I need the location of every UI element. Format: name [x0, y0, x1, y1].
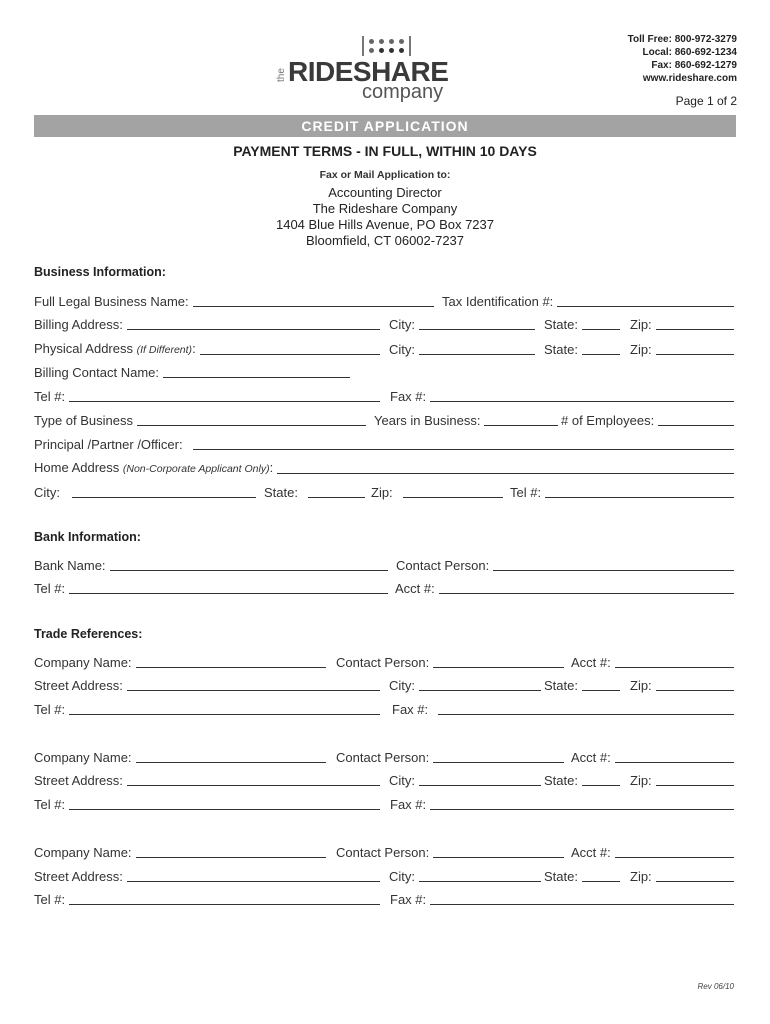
ref2-fax-label: Fax #:	[390, 797, 427, 812]
home-zip-label: Zip:	[371, 485, 393, 500]
row-bank-name	[34, 557, 734, 573]
ref3-zip-field[interactable]	[630, 870, 734, 884]
ref3-acct-label: Acct #:	[571, 845, 611, 860]
principal-label: Principal /Partner /Officer:	[34, 437, 183, 452]
ref1-tel-field[interactable]	[34, 703, 380, 717]
website: www.rideshare.com	[642, 73, 737, 84]
physical-address-field[interactable]: Physical Address (If Different):	[34, 342, 380, 357]
row-bank-phone	[34, 580, 734, 596]
ref1-fax-field[interactable]	[392, 703, 734, 717]
ref1-acct-field[interactable]	[571, 656, 734, 670]
physical-state-label: State:	[544, 342, 578, 357]
billing-city-field[interactable]	[389, 318, 535, 332]
tax-id-field[interactable]	[442, 295, 734, 309]
physical-zip-field[interactable]	[630, 343, 734, 357]
home-address-field[interactable]: Home Address (Non-Corporate Applicant Only):	[34, 461, 734, 476]
home-tel-field[interactable]	[510, 486, 734, 500]
home-tel-label: Tel #:	[510, 485, 542, 500]
ref3-city-field[interactable]	[389, 870, 541, 884]
billing-state-label: State:	[544, 317, 578, 332]
ref1-zip-field[interactable]	[630, 679, 734, 693]
row-principal	[34, 436, 734, 452]
physical-zip-label: Zip:	[630, 342, 652, 357]
business-tel-field[interactable]	[34, 390, 380, 404]
ref2-street-label: Street Address:	[34, 773, 123, 788]
fax-mail-instruction: Fax or Mail Application to:	[319, 169, 451, 181]
ref1-row-phone	[34, 701, 734, 717]
ref3-street-field[interactable]	[34, 870, 380, 884]
ref3-company-field[interactable]	[34, 846, 326, 860]
ref3-zip-label: Zip:	[630, 869, 652, 884]
ref2-row-company	[34, 749, 734, 765]
bank-tel-label: Tel #:	[34, 581, 66, 596]
address-line-2: The Rideshare Company	[312, 201, 458, 216]
ref1-tel-label: Tel #:	[34, 702, 66, 717]
ref1-company-field[interactable]	[34, 656, 326, 670]
employees-field[interactable]	[561, 414, 734, 428]
ref1-state-field[interactable]	[544, 679, 620, 693]
ref1-state-label: State:	[544, 678, 578, 693]
ref2-street-field[interactable]	[34, 774, 380, 788]
billing-zip-label: Zip:	[630, 317, 652, 332]
bank-tel-field[interactable]	[34, 582, 388, 596]
logo-subword: company	[362, 81, 444, 103]
local-phone: Local: 860-692-1234	[642, 47, 737, 58]
ref3-state-label: State:	[544, 869, 578, 884]
revision-label: Rev 06/10	[697, 982, 734, 991]
years-in-business-field[interactable]	[374, 414, 558, 428]
principal-field[interactable]	[34, 438, 734, 452]
physical-address-label: Physical Address	[34, 341, 133, 356]
billing-contact-label: Billing Contact Name:	[34, 365, 159, 380]
bank-name-field[interactable]	[34, 559, 388, 573]
billing-contact-field[interactable]	[34, 366, 350, 380]
billing-state-field[interactable]	[544, 318, 620, 332]
bank-name-label: Bank Name:	[34, 558, 106, 573]
logo-wordmark: RIDESHARE	[288, 56, 449, 87]
fax-number: Fax: 860-692-1279	[651, 60, 737, 71]
years-label: Years in Business:	[374, 413, 481, 428]
ref1-acct-label: Acct #:	[571, 655, 611, 670]
home-state-field[interactable]	[264, 486, 365, 500]
row-physical-address	[34, 341, 734, 357]
employees-label: # of Employees:	[561, 413, 655, 428]
business-tel-label: Tel #:	[34, 389, 66, 404]
row-legal-name	[34, 293, 734, 309]
ref3-row-phone	[34, 891, 734, 907]
ref1-company-label: Company Name:	[34, 655, 132, 670]
company-logo	[274, 36, 474, 104]
ref1-city-label: City:	[389, 678, 415, 693]
ref2-city-label: City:	[389, 773, 415, 788]
ref3-contact-label: Contact Person:	[336, 845, 430, 860]
physical-city-field[interactable]	[389, 343, 535, 357]
ref3-state-field[interactable]	[544, 870, 620, 884]
business-fax-label: Fax #:	[390, 389, 427, 404]
ref2-tel-field[interactable]	[34, 798, 380, 812]
legal-name-label: Full Legal Business Name:	[34, 294, 189, 309]
ref3-fax-label: Fax #:	[390, 892, 427, 907]
form-title: CREDIT APPLICATION	[34, 115, 736, 137]
business-info-heading: Business Information:	[34, 265, 166, 279]
ref1-city-field[interactable]	[389, 679, 541, 693]
mailing-address	[0, 185, 770, 249]
page-number: Page 1 of 2	[675, 94, 737, 108]
ref1-row-address	[34, 677, 734, 693]
bank-contact-label: Contact Person:	[396, 558, 490, 573]
ref2-fax-field[interactable]	[390, 798, 734, 812]
ref2-state-field[interactable]	[544, 774, 620, 788]
billing-address-field[interactable]	[34, 318, 380, 332]
non-corporate-note: (Non-Corporate Applicant Only)	[122, 463, 270, 475]
ref1-fax-label: Fax #:	[392, 702, 429, 717]
ref3-tel-label: Tel #:	[34, 892, 66, 907]
payment-terms: PAYMENT TERMS - IN FULL, WITHIN 10 DAYS	[233, 143, 537, 159]
ref1-street-label: Street Address:	[34, 678, 123, 693]
ref3-fax-field[interactable]	[390, 893, 734, 907]
ref1-contact-label: Contact Person:	[336, 655, 430, 670]
row-home-address	[34, 460, 734, 476]
row-billing-address	[34, 316, 734, 332]
toll-free: Toll Free: 800-972-3279	[627, 34, 737, 45]
home-state-label: State:	[264, 485, 298, 500]
billing-zip-field[interactable]	[630, 318, 734, 332]
ref2-zip-field[interactable]	[630, 774, 734, 788]
ref2-acct-field[interactable]	[571, 751, 734, 765]
physical-state-field[interactable]	[544, 343, 620, 357]
ref1-street-field[interactable]	[34, 679, 380, 693]
tax-id-label: Tax Identification #:	[442, 294, 554, 309]
ref3-company-label: Company Name:	[34, 845, 132, 860]
ref3-row-address	[34, 868, 734, 884]
business-type-field[interactable]	[34, 414, 366, 428]
ref3-contact-field[interactable]	[336, 846, 564, 860]
row-business-phone	[34, 388, 734, 404]
ref2-acct-label: Acct #:	[571, 750, 611, 765]
ref2-contact-field[interactable]	[336, 751, 564, 765]
bank-info-heading: Bank Information:	[34, 530, 141, 544]
home-address-label: Home Address	[34, 460, 120, 475]
bank-acct-label: Acct #:	[395, 581, 435, 596]
physical-city-label: City:	[389, 342, 415, 357]
if-different-note: (If Different)	[136, 344, 193, 356]
ref2-state-label: State:	[544, 773, 578, 788]
row-business-type	[34, 412, 734, 428]
ref3-acct-field[interactable]	[571, 846, 734, 860]
ref2-contact-label: Contact Person:	[336, 750, 430, 765]
ref1-row-company	[34, 654, 734, 670]
contact-block	[628, 33, 737, 85]
bank-contact-field[interactable]	[396, 559, 734, 573]
ref2-row-phone	[34, 796, 734, 812]
logo-dots-icon	[362, 36, 411, 56]
ref2-row-address	[34, 772, 734, 788]
home-city-field[interactable]	[34, 486, 256, 500]
home-city-label: City:	[34, 485, 60, 500]
logo-the: the	[276, 68, 287, 82]
ref1-zip-label: Zip:	[630, 678, 652, 693]
bank-acct-field[interactable]	[395, 582, 734, 596]
address-line-4: Bloomfield, CT 06002-7237	[305, 233, 465, 248]
ref2-tel-label: Tel #:	[34, 797, 66, 812]
ref2-company-field[interactable]	[34, 751, 326, 765]
address-line-1: Accounting Director	[328, 185, 442, 200]
home-zip-field[interactable]	[371, 486, 503, 500]
ref2-company-label: Company Name:	[34, 750, 132, 765]
ref3-tel-field[interactable]	[34, 893, 380, 907]
ref3-street-label: Street Address:	[34, 869, 123, 884]
row-billing-contact	[34, 364, 734, 380]
trade-references-heading: Trade References:	[34, 627, 143, 641]
ref2-city-field[interactable]	[389, 774, 541, 788]
business-type-label: Type of Business	[34, 413, 133, 428]
legal-name-field[interactable]	[34, 295, 434, 309]
billing-city-label: City:	[389, 317, 415, 332]
ref3-city-label: City:	[389, 869, 415, 884]
address-line-3: 1404 Blue Hills Avenue, PO Box 7237	[275, 217, 495, 232]
business-fax-field[interactable]	[390, 390, 734, 404]
ref2-zip-label: Zip:	[630, 773, 652, 788]
row-home-city	[34, 484, 734, 500]
billing-address-label: Billing Address:	[34, 317, 123, 332]
ref1-contact-field[interactable]	[336, 656, 564, 670]
ref3-row-company	[34, 844, 734, 860]
